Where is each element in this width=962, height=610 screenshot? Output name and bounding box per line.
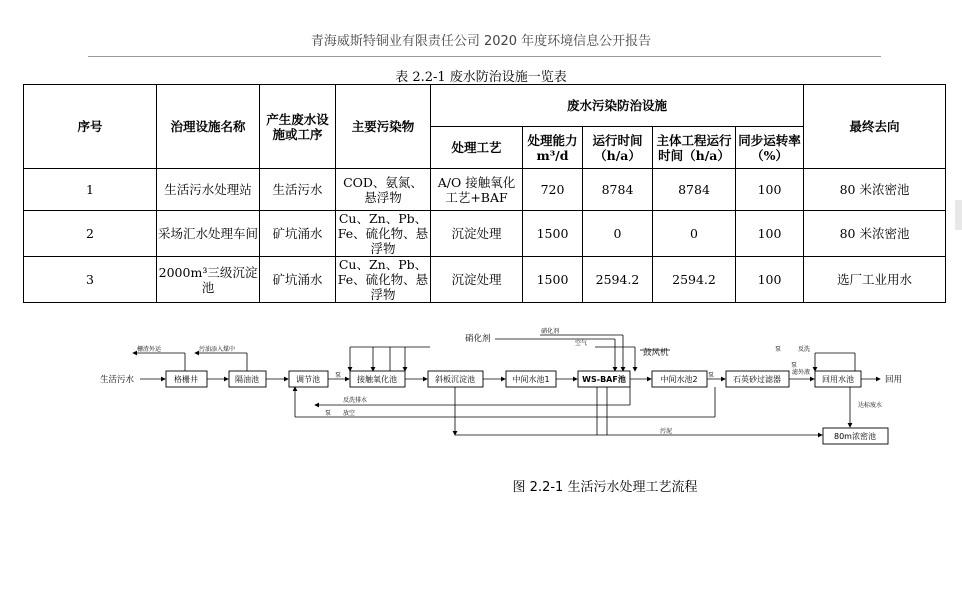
table-row — [24, 211, 946, 257]
cell-destination: 80 米浓密池 — [804, 211, 946, 257]
header-runtime: 运行时间（h/a） — [583, 127, 653, 169]
figure-caption-text: 图 2.2-1 生活污水处理工艺流程 — [512, 480, 698, 495]
wastewater-facility-table — [23, 84, 946, 303]
cell-pollutants: Cu、Zn、Pb、Fe、硫化物、悬浮物 — [336, 257, 431, 303]
header-seq: 序号 — [24, 85, 157, 169]
box-reuse-pool-label: 回用水池 — [822, 375, 854, 384]
box-incline-label: 斜板沉淀池 — [435, 375, 475, 384]
box-contact-label: 接触氧化池 — [357, 375, 397, 384]
cell-main-runtime: 2594.2 — [653, 257, 736, 303]
cell-process: 沉淀处理 — [431, 211, 523, 257]
table-row — [24, 169, 946, 211]
page-header: 青海威斯特铜业有限责任公司 2020 年度环境信息公开报告 — [310, 34, 652, 49]
cell-facility: 生活污水处理站 — [157, 169, 260, 211]
box-sandfilter-label: 石英砂过滤器 — [733, 375, 781, 384]
box-thickener-label: 80m浓密池 — [834, 432, 876, 441]
label-grid-out: 栅渣外运 — [137, 346, 162, 353]
cell-sync-rate: 100 — [736, 257, 804, 303]
scrollbar-mark — [955, 200, 962, 230]
label-blower: 鼓风机 — [643, 348, 669, 358]
table-caption: 表 2.2-1 废水防治设施一览表 — [395, 70, 567, 85]
header-rule — [88, 56, 881, 57]
process-flow-diagram — [95, 325, 903, 450]
cell-runtime: 8784 — [583, 169, 653, 211]
cell-source: 生活污水 — [260, 169, 336, 211]
cell-pollutants: COD、氨氮、悬浮物 — [336, 169, 431, 211]
label-air: 空气 — [575, 340, 588, 347]
label-pump1: 泵 — [335, 372, 342, 379]
box-oil-label: 隔油池 — [235, 375, 259, 384]
cell-seq: 2 — [24, 211, 157, 257]
label-reuse: 回用 — [885, 375, 903, 385]
header-main-runtime: 主体工程运行时间（h/a） — [653, 127, 736, 169]
header-facility: 治理设施名称 — [157, 85, 260, 169]
cell-main-runtime: 0 — [653, 211, 736, 257]
header-destination: 最终去向 — [804, 85, 946, 169]
label-empty: 放空 — [343, 410, 356, 417]
cell-pollutants: Cu、Zn、Pb、Fe、硫化物、悬浮物 — [336, 211, 431, 257]
cell-source: 矿坑涌水 — [260, 257, 336, 303]
cell-runtime: 2594.2 — [583, 257, 653, 303]
label-sludge: 污泥 — [660, 428, 673, 435]
label-pump5: 泵 — [325, 410, 332, 417]
label-overflow: 达标废水 — [858, 402, 883, 409]
header-group: 废水污染防治设施 — [431, 85, 804, 127]
cell-process: 沉淀处理 — [431, 257, 523, 303]
cell-seq: 1 — [24, 169, 157, 211]
cell-capacity: 1500 — [523, 257, 583, 303]
cell-main-runtime: 8784 — [653, 169, 736, 211]
header-source: 产生废水设施或工序 — [260, 85, 336, 169]
label-pump2: 泵 — [708, 372, 715, 379]
cell-capacity: 720 — [523, 169, 583, 211]
cell-sync-rate: 100 — [736, 211, 804, 257]
table-row — [24, 257, 946, 303]
cell-facility: 采场汇水处理车间 — [157, 211, 260, 257]
cell-destination: 选厂工业用水 — [804, 257, 946, 303]
cell-process: A/O 接触氧化工艺+BAF — [431, 169, 523, 211]
cell-sync-rate: 100 — [736, 169, 804, 211]
label-pump3: 泵 — [791, 362, 798, 369]
label-inflow: 生活污水 — [100, 375, 135, 385]
box-mid2-label: 中间水池2 — [660, 375, 698, 384]
header-sync-rate: 同步运转率（%） — [736, 127, 804, 169]
box-wsbaf-label: WS-BAF池 — [582, 375, 626, 384]
label-nitrifier: 硝化剂 — [465, 334, 491, 344]
cell-seq: 3 — [24, 257, 157, 303]
label-oil-out: 污油添入煤中 — [199, 346, 236, 353]
box-mid1-label: 中间水池1 — [512, 375, 550, 384]
box-grille-label: 格栅井 — [174, 375, 198, 384]
label-filtrate: 滤外液 — [792, 369, 811, 376]
header-capacity: 处理能力m³/d — [523, 127, 583, 169]
figure-caption — [0, 476, 962, 495]
cell-capacity: 1500 — [523, 211, 583, 257]
label-backwash2: 反洗 — [798, 346, 811, 353]
cell-source: 矿坑涌水 — [260, 211, 336, 257]
box-adjust-label: 调节池 — [296, 375, 320, 384]
label-backwash: 反洗排水 — [343, 397, 368, 404]
label-nitrifier2: 硝化剂 — [541, 328, 560, 335]
label-pump4: 泵 — [775, 346, 782, 353]
cell-facility: 2000m³三级沉淀池 — [157, 257, 260, 303]
cell-destination: 80 米浓密池 — [804, 169, 946, 211]
header-process: 处理工艺 — [431, 127, 523, 169]
cell-runtime: 0 — [583, 211, 653, 257]
header-pollutants: 主要污染物 — [336, 85, 431, 169]
